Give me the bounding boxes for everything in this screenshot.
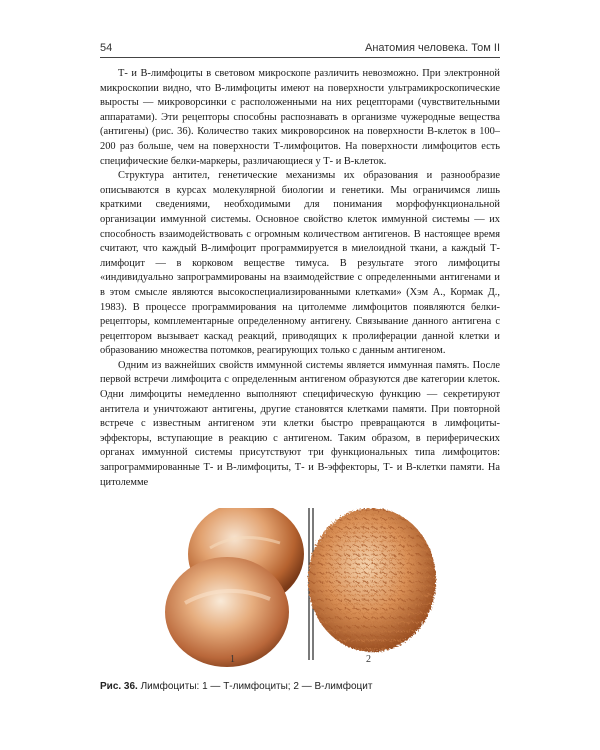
paragraph-1: Т- и В-лимфоциты в световом микроскопе различить невозможно. При электронной микроскопии видно, что В-лимфоциты имеют на поверхности ультрамикроскопические выросты — микроворсинки с расположенными на них рецепторами (чувствительными аппаратами). Эти рецепторы способны распознавать в организме чужеродные вещества (антигены) (рис. 36). Количество таких микроворсинок на поверхности В-клеток в 100–200 раз больше, чем на поверхности Т-лимфоцитов. На поверхности лимфоцитов есть специфические белки-маркеры, различающиеся у Т- и В-клеток. (100, 68, 500, 167)
page-number: 54 (100, 42, 113, 54)
figure-36 (100, 508, 500, 668)
figure-label-1: 1 (230, 654, 235, 665)
caption-prefix: Рис. 36. (100, 681, 138, 692)
page-header (100, 40, 500, 58)
body-text (100, 67, 500, 490)
lymphocyte-illustration (100, 508, 500, 668)
figure-caption (100, 681, 500, 692)
caption-text: Лимфоциты: 1 — Т-лимфоциты; 2 — В-лимфоцит (137, 681, 373, 692)
running-title: Анатомия человека. Том II (364, 42, 500, 54)
b-lymphocyte (308, 508, 436, 652)
t-lymphocyte-bottom (165, 557, 289, 667)
paragraph-2: Структура антител, генетические механизмы их образования и разнообразие описываются в курсах молекулярной биологии и генетики. Мы ограничимся лишь краткими сведениями, необходимыми для понимания морфофункциональной организации иммунной системы. Основное свойство клеток иммунной системы — их способность взаимодействовать с огромным количеством антигенов. В настоящее время считают, что каждый В-лимфоцит программируется в миелоидной ткани, а каждый Т-лимфоцит — в корковом веществе тимуса. В результате этого лимфоциты «индивидуально запрограммированы на взаимодействие с определенными антигенами и в этом смысле являются высокоспециализированными клетками» (Хэм А., Кормак Д., 1983). В процессе программирования на цитолемме лимфоцитов появляются белки-рецепторы, комплементарные определенному антигену. Связывание данного антигена с рецептором вызывает каскад реакций, приводящих к пролиферации данной клетки и образованию множества потомков, реагирующих только с данным антигеном. (100, 170, 500, 357)
figure-label-2: 2 (366, 654, 371, 665)
header-rule (100, 57, 500, 58)
paragraph-3: Одним из важнейших свойств иммунной системы является иммунная память. После первой встречи лимфоцита с определенным антигеном образуются две категории клеток. Одни лимфоциты немедленно выполняют специфическую функцию — секретируют антитела и уничтожают антигены, другие становятся клетками памяти. При повторной встрече с известным антигеном эти клетки быстро превращаются в лимфоциты-эффекторы, вступающие в реакцию с антигеном. Таким образом, в периферических органах иммунной системы присутствуют три функциональных типа лимфоцитов: запрограммированные Т- и В-лимфоциты, Т- и В-эффекторы, Т- и В-клетки памяти. На цитолемме (100, 359, 500, 488)
